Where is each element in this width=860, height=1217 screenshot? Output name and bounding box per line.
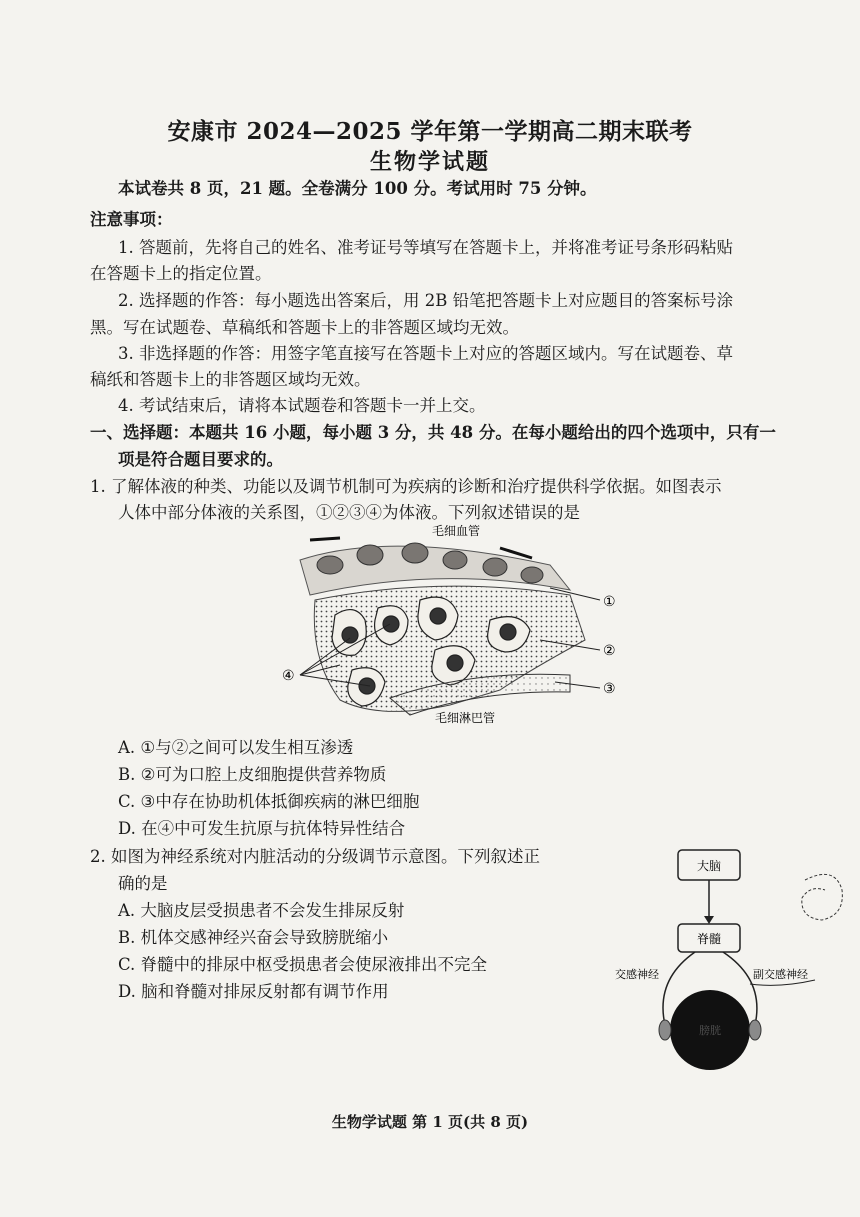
q1-option-d: D. 在④中可发生抗原与抗体特异性结合 bbox=[118, 819, 406, 838]
notice-item: 3. 非选择题的作答：用签字笔直接写在答题卡上对应的答题区域内。写在试题卷、草 bbox=[118, 344, 733, 363]
sympathetic-label: 交感神经 bbox=[615, 968, 659, 981]
section-heading-cont: 项是符合题目要求的。 bbox=[118, 450, 283, 469]
mark-3: ③ bbox=[603, 681, 616, 697]
q2-option-c: C. 脊髓中的排尿中枢受损患者会使尿液排出不完全 bbox=[118, 955, 488, 974]
notice-item: 1. 答题前，先将自己的姓名、准考证号等填写在答题卡上，并将准考证号条形码粘贴 bbox=[118, 238, 733, 257]
body-fluid-diagram bbox=[270, 520, 640, 735]
bladder-label: 膀胱 bbox=[699, 1024, 721, 1037]
label-lymph-capillary: 毛细淋巴管 bbox=[435, 711, 496, 725]
notice-item: 2. 选择题的作答：每小题选出答案后，用 2B 铅笔把答题卡上对应题目的答案标号涂 bbox=[118, 291, 734, 310]
question-2-stem: 2. 如图为神经系统对内脏活动的分级调节示意图。下列叙述正 bbox=[90, 847, 540, 866]
mark-2: ② bbox=[603, 643, 616, 659]
notice-item: 在答题卡上的指定位置。 bbox=[90, 264, 272, 283]
exam-title: 安康市 2024—2025 学年第一学期高二期末联考 bbox=[167, 118, 693, 145]
label-capillary: 毛细血管 bbox=[432, 524, 481, 538]
section-heading: 一、选择题：本题共 16 小题，每小题 3 分，共 48 分。在每小题给出的四个选项中，只有一 bbox=[90, 423, 776, 442]
exam-info: 本试卷共 8 页，21 题。全卷满分 100 分。考试用时 75 分钟。 bbox=[118, 179, 597, 198]
q2-option-a: A. 大脑皮层受损患者不会发生排尿反射 bbox=[118, 901, 405, 920]
brain-label: 大脑 bbox=[696, 859, 722, 873]
page-footer: 生物学试题 第 1 页(共 8 页) bbox=[331, 1113, 529, 1131]
parasympathetic-label: 副交感神经 bbox=[753, 968, 808, 981]
notice-heading: 注意事项： bbox=[90, 210, 173, 229]
question-1-stem-cont: 人体中部分体液的关系图，①②③④为体液。下列叙述错误的是 bbox=[118, 503, 580, 522]
q1-option-c: C. ③中存在协助机体抵御疾病的淋巴细胞 bbox=[118, 792, 420, 811]
notice-item: 稿纸和答题卡上的非答题区域均无效。 bbox=[90, 370, 371, 389]
mark-4: ④ bbox=[282, 668, 295, 684]
q1-option-b: B. ②可为口腔上皮细胞提供营养物质 bbox=[118, 765, 387, 784]
q2-option-d: D. 脑和脊髓对排尿反射都有调节作用 bbox=[118, 982, 389, 1001]
question-1-stem: 1. 了解体液的种类、功能以及调节机制可为疾病的诊断和治疗提供科学依据。如图表示 bbox=[90, 477, 722, 496]
question-2-stem-cont: 确的是 bbox=[118, 874, 168, 893]
nerve-regulation-diagram bbox=[610, 840, 850, 1090]
q2-option-b: B. 机体交感神经兴奋会导致膀胱缩小 bbox=[118, 928, 389, 947]
spinal-label: 脊髓 bbox=[696, 932, 722, 946]
subject-title: 生物学试题 bbox=[369, 149, 490, 175]
mark-1: ① bbox=[603, 594, 616, 610]
q1-option-a: A. ①与②之间可以发生相互渗透 bbox=[118, 738, 354, 757]
notice-item: 黑。写在试题卷、草稿纸和答题卡上的非答题区域均无效。 bbox=[90, 318, 519, 337]
notice-item: 4. 考试结束后，请将本试题卷和答题卡一并上交。 bbox=[118, 396, 486, 415]
